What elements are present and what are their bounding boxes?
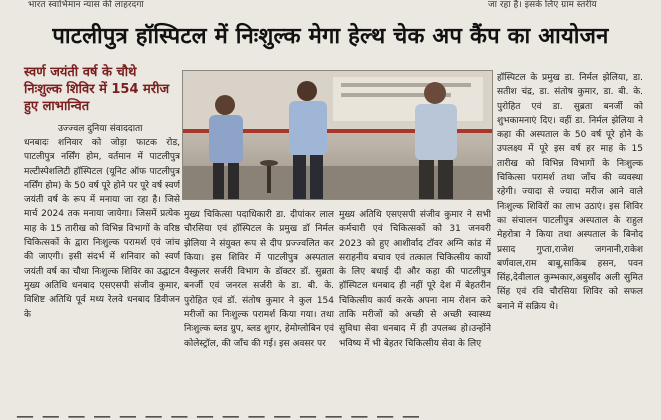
top-strip-right-text: जा रहा है। इसके लिए ग्राम स्तरीय	[488, 0, 597, 10]
article-column-2	[184, 208, 334, 398]
event-photo	[182, 70, 493, 200]
column-2-text: मुख्य चिकित्सा पदाधिकारी डा. दीपांकर लाल चौरसिया एवं हॉस्पिटल के प्रमुख डॉ निर्मल झेलिया ने संयुक्त रूप से दीप प्रज्ज्वलित कर किया। इस शिविर में पाटलीपुत्र अस्पताल वैस्कुलर सर्जरी विभाग के डॉक्टर डॉ. सुब्रता बनर्जी एवं जनरल सर्जरी के डा. बी. के. पुरोहित एवं डॉ. संतोष कुमार ने कुल 154 मरीजों का निःशुल्क परामर्श किया गया। तथा निःशुल्क ब्लड ग्रुप, ब्लड शुगर, हेमोग्लोबिन एवं कोलेस्ट्रॉल, की जाँच की गई। इस अवसर पर	[184, 210, 334, 349]
article-column-4	[497, 71, 643, 397]
article-column-3	[339, 208, 491, 398]
column-4-text: हॉस्पिटल के प्रमुख डा. निर्मल झेलिया, डा. सतीश चंद्र, डा. संतोष कुमार, डा. बी. के. पुरोहित एवं डा. सुब्रता बनर्जी को शुभकामनाएं दिए। वहीं डा. निर्मल झेलिया ने कहा की अस्पताल के 50 वर्ष पूरे होने के उपलक्ष्य में पूरे इस वर्ष हर माह के 15 तारीख को विभिन्न विभागों के निःशुल्क चिकित्सा परामर्श तथा जाँच की व्यवस्था रहेगी। ज्यादा से ज्यादा मरीज आने वाले निःशुल्क शिविरों का लाभ उठाएं। इस शिविर का संचालन पाटलीपुत्र अस्पताल के राहुल मेहरोत्रा ने किया तथा अस्पताल के बिनोद प्रसाद गुप्ता,राजेश जगनानी,राकेश बर्णवाल,राम बाबू,साकिब हसन, पवन सिंह,देवीलाल कुम्भकार,अबुसाँद अली सुमित सिंह एवं रवि चौरसिया शिविर को सफल बनाने में सक्रिय थे।	[497, 73, 643, 312]
subheadline: स्वर्ण जयंती वर्ष के चौथे निःशुल्क शिविर में 154 मरीज हुए लाभान्वित	[24, 65, 170, 114]
byline: उज्ज्वल दुनिया संवाददाता	[58, 124, 143, 134]
headline: पाटलीपुत्र हॉस्पिटल में निःशुल्क मेगा हेल्थ चेक अप कैंप का आयोजन	[52, 24, 609, 49]
bottom-strip	[0, 404, 661, 420]
column-3-text: मुख्य अतिथि एसएसपी संजीव कुमार ने सभी कर्मचारी एवं चिकित्सकों को 31 जनवरी 2023 को हुए आशीर्वाद टॉवर अग्नि कांड में सराहनीय बचाव एवं तत्काल चिकित्सीय कार्यों के लिए बधाई दी और कहा की पाटलीपुत्र हॉस्पिटल धनबाद ही नहीं पूरे देश में बेहतरीन चिकित्सीय कार्य करके अपना नाम रोशन करे ताकि मरीजों को अच्छी से अच्छी स्वास्थ्य सुविधा सेवा धनबाद में ही उपलब्ध हो।उन्होंने भविष्य में भी बेहतर चिकित्सीय सेवा के लिए	[339, 210, 491, 349]
photo-icon	[183, 71, 492, 199]
article-column-1	[24, 136, 180, 398]
column-1-text: धनबादः शनिवार को जोड़ा फाटक रोड, पाटलीपुत्र नर्सिंग होम, वर्तमान में पाटलीपुत्र मल्टीस्पेशलिटी हॉस्पिटल (यूनिट ऑफ पाटलीपुत्र नर्सिंग होम) के 50 वर्ष पूरे होने पर पूरे वर्ष स्वर्ण जयंती वर्ष के रूप में मनाया जा रहा है। जिसे मार्च 2024 तक मनाया जायेगा। जिसमें प्रत्येक माह के 15 तारीख को विभिन्न विभागों के वरिष्ठ चिकित्सकों के द्वारा निःशुल्क परामर्श एवं जांच की जाएगी। इसी संदर्भ में शनिवार को स्वर्ण जयंती वर्ष का चौथा निःशुल्क शिविर का उद्घाटन मुख्य अतिथि धनबाद एसएसपी संजीव कुमार, विशिष्ट अतिथि पूर्व मध्य रेलवे धनबाद डिवीजन के	[24, 138, 180, 320]
top-strip-left-text: भारत स्वाभिमान न्यास की लाहरदगा	[28, 0, 144, 10]
top-strip	[0, 0, 661, 12]
bottom-strip-text: — — — — — — — — — — — — — — — —	[16, 406, 421, 420]
